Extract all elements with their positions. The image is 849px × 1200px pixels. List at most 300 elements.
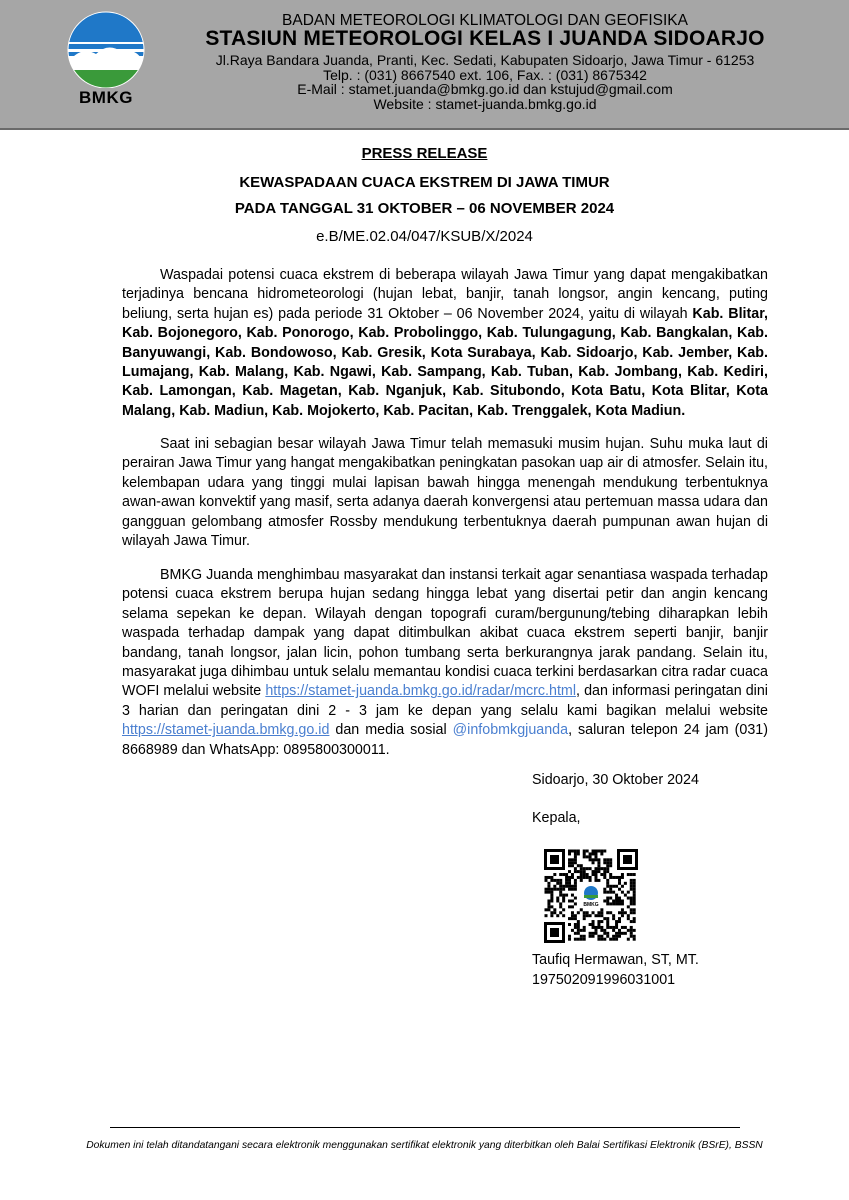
qr-module <box>547 888 550 891</box>
qr-module <box>592 923 595 926</box>
qr-module <box>630 911 633 914</box>
qr-module <box>621 908 624 911</box>
logo-text: BMKG <box>79 88 133 107</box>
qr-module <box>571 876 574 879</box>
qr-module <box>606 864 609 867</box>
qr-module <box>594 855 597 858</box>
qr-module <box>568 888 571 891</box>
qr-module <box>606 867 609 870</box>
qr-module <box>571 861 574 864</box>
qr-module <box>545 891 548 894</box>
reference-number: e.B/ME.02.04/047/KSUB/X/2024 <box>316 228 533 245</box>
qr-module <box>562 894 565 897</box>
paragraph-warning <box>122 266 768 421</box>
qr-module <box>568 917 571 920</box>
qr-module <box>630 879 633 882</box>
qr-module <box>630 897 633 900</box>
qr-module <box>568 852 571 855</box>
qr-module <box>597 938 600 941</box>
qr-module <box>571 850 574 853</box>
qr-module <box>630 882 633 885</box>
qr-module <box>630 902 633 905</box>
qr-module <box>559 888 562 891</box>
qr-module <box>545 914 548 917</box>
qr-module <box>568 938 571 941</box>
qr-module <box>621 902 624 905</box>
qr-module <box>597 867 600 870</box>
qr-module <box>633 873 636 876</box>
paragraph-advisory <box>122 566 768 760</box>
qr-module <box>606 891 609 894</box>
qr-module <box>606 899 609 902</box>
qr-module <box>618 879 621 882</box>
qr-module <box>603 899 606 902</box>
qr-module <box>571 888 574 891</box>
qr-module <box>568 858 571 861</box>
qr-module <box>568 885 571 888</box>
station-email: E-Mail : stamet.juanda@bmkg.go.id dan kstujud@gmail.com <box>297 81 673 97</box>
radar-link[interactable]: https://stamet-juanda.bmkg.go.id/radar/mcrc.html <box>265 683 577 700</box>
qr-module <box>580 908 583 911</box>
qr-module <box>565 885 568 888</box>
qr-module <box>615 894 618 897</box>
qr-module <box>547 885 550 888</box>
qr-module <box>621 911 624 914</box>
qr-module <box>606 911 609 914</box>
qr-module <box>559 885 562 888</box>
qr-module <box>600 938 603 941</box>
qr-module <box>559 905 562 908</box>
qr-module <box>618 911 621 914</box>
qr-module <box>618 897 621 900</box>
qr-module <box>559 891 562 894</box>
qr-module <box>592 852 595 855</box>
qr-module <box>577 923 580 926</box>
qr-module <box>553 911 556 914</box>
qr-module <box>615 938 618 941</box>
qr-module <box>627 905 630 908</box>
qr-module <box>577 932 580 935</box>
qr-module <box>630 873 633 876</box>
qr-module <box>550 879 553 882</box>
qr-module <box>580 938 583 941</box>
qr-module <box>618 917 621 920</box>
qr-module <box>583 911 586 914</box>
qr-module <box>562 908 565 911</box>
qr-module <box>574 882 577 885</box>
qr-module <box>577 911 580 914</box>
qr-module <box>571 914 574 917</box>
qr-module <box>592 870 595 873</box>
qr-module <box>562 899 565 902</box>
qr-module <box>571 894 574 897</box>
qr-module <box>568 905 571 908</box>
qr-module <box>594 870 597 873</box>
advisory-text-d: , saluran telepon 24 jam (031) 8668989 dan WhatsApp: 0895800300011. <box>122 722 768 758</box>
qr-module <box>547 876 550 879</box>
qr-module <box>609 938 612 941</box>
qr-module <box>550 894 553 897</box>
qr-module <box>600 867 603 870</box>
qr-module <box>618 876 621 879</box>
qr-module <box>559 894 562 897</box>
qr-module <box>571 905 574 908</box>
qr-module <box>597 870 600 873</box>
qr-module <box>612 891 615 894</box>
advisory-text-b: , dan informasi peringatan dini 3 harian dan peringatan dini 2 - 3 jam ke depan yang selalu kami bagikan melalui website <box>122 683 768 719</box>
advisory-text-a: BMKG Juanda menghimbau masyarakat dan instansi terkait agar senantiasa waspada terhadap potensi cuaca ekstrem berupa hujan sedang hingga lebat yang disertai petir dan angin kencang selama sepekan ke depan. Wilayah dengan topografi curam/bergunung/tebing diharapkan lebih waspada terhadap dampak yang dapat ditimbulkan akibat cuaca ekstrem seperti banjir, banjir bandang, tanah longsor, jalan licin, pohon tumbang serta berkurangnya jarak pandang. Selain itu, masyarakat juga dihimbau untuk selalu memantau kondisi cuaca terkini berdasarkan citra radar cuaca WOFI melalui website <box>122 567 768 700</box>
warning-intro: Waspadai potensi cuaca ekstrem di beberapa wilayah Jawa Timur yang dapat mengakibatkan terjadinya bencana hidrometeorologi (hujan lebat, banjir, tanah longsor, angin kencang, puting beliung, serta hujan es) pada periode 31 Oktober – 06 November 2024, yaitu di wilayah <box>122 267 768 322</box>
qr-module <box>606 917 609 920</box>
qr-module <box>574 897 577 900</box>
qr-module <box>577 870 580 873</box>
qr-module <box>580 929 583 932</box>
qr-module <box>577 852 580 855</box>
qr-module <box>606 879 609 882</box>
qr-module <box>574 852 577 855</box>
qr-module <box>624 911 627 914</box>
qr-module <box>550 914 553 917</box>
qr-module <box>621 885 624 888</box>
qr-module <box>586 867 589 870</box>
qr-module <box>553 873 556 876</box>
qr-module <box>583 914 586 917</box>
qr-module <box>633 908 636 911</box>
qr-module <box>550 891 553 894</box>
qr-module <box>568 876 571 879</box>
qr-module <box>597 935 600 938</box>
qr-module <box>594 852 597 855</box>
document-title: KEWASPADAAN CUACA EKSTREM DI JAWA TIMUR <box>239 174 610 191</box>
qr-module <box>633 920 636 923</box>
qr-module <box>571 885 574 888</box>
qr-module <box>594 867 597 870</box>
qr-module <box>547 899 550 902</box>
qr-module <box>606 882 609 885</box>
qr-module <box>559 911 562 914</box>
qr-module <box>594 858 597 861</box>
qr-module <box>568 864 571 867</box>
qr-module <box>553 879 556 882</box>
qr-module <box>600 926 603 929</box>
qr-module <box>583 855 586 858</box>
qr-module <box>597 864 600 867</box>
qr-module <box>545 879 548 882</box>
qr-module <box>606 923 609 926</box>
qr-module <box>600 929 603 932</box>
qr-module <box>615 876 618 879</box>
qr-module <box>571 858 574 861</box>
qr-module <box>606 920 609 923</box>
station-website: Website : stamet-juanda.bmkg.go.id <box>373 96 597 112</box>
qr-module <box>562 914 565 917</box>
qr-module <box>589 923 592 926</box>
qr-module <box>615 935 618 938</box>
qr-module <box>580 873 583 876</box>
qr-module <box>630 908 633 911</box>
qr-module <box>568 935 571 938</box>
qr-module <box>633 917 636 920</box>
advisory-text-c: dan media sosial <box>329 722 453 739</box>
qr-module <box>568 850 571 853</box>
qr-module <box>571 873 574 876</box>
qr-module <box>594 914 597 917</box>
qr-module <box>574 858 577 861</box>
qr-module <box>633 879 636 882</box>
qr-finder-top-right <box>617 849 638 870</box>
qr-module <box>586 873 589 876</box>
qr-module <box>568 882 571 885</box>
qr-module <box>600 908 603 911</box>
qr-module <box>600 873 603 876</box>
qr-module <box>589 867 592 870</box>
qr-module <box>594 879 597 882</box>
qr-module <box>586 914 589 917</box>
letterhead <box>0 0 849 130</box>
qr-module <box>568 899 571 902</box>
qr-module <box>583 929 586 932</box>
qr-module <box>586 876 589 879</box>
qr-module <box>577 850 580 853</box>
qr-module <box>600 935 603 938</box>
station-address: Jl.Raya Bandara Juanda, Pranti, Kec. Sedati, Kabupaten Sidoarjo, Jawa Timur - 61253 <box>215 52 755 68</box>
qr-module <box>618 920 621 923</box>
footer-divider <box>110 1127 740 1128</box>
qr-module <box>603 938 606 941</box>
qr-module <box>583 876 586 879</box>
qr-module <box>618 935 621 938</box>
social-handle[interactable]: @infobmkgjuanda <box>452 722 569 739</box>
qr-module <box>597 879 600 882</box>
qr-module <box>597 923 600 926</box>
qr-module <box>565 873 568 876</box>
qr-module <box>609 885 612 888</box>
qr-module <box>609 876 612 879</box>
qr-module <box>624 894 627 897</box>
footer-note: Dokumen ini telah ditandatangani secara elektronik menggunakan sertifikat elektronik yang diterbitkan oleh Balai Sertifikasi Elektronik (BSrE), BSSN <box>86 1140 763 1151</box>
qr-module <box>583 852 586 855</box>
qr-module <box>547 902 550 905</box>
qr-module <box>603 932 606 935</box>
qr-module <box>545 876 548 879</box>
warning-regions: Kab. Blitar, Kab. Bojonegoro, Kab. Ponorogo, Kab. Probolinggo, Kab. Tulungagung, Kab. Bangkalan, Kab. Banyuwangi, Kab. Bondowoso, Kab. Gresik, Kota Surabaya, Kab. Sidoarjo, Kab. Jember, Kab. Lumajang, Kab. Malang, Kab. Ngawi, Kab. Sampang, Kab. Tuban, Kab. Jombang, Kab. Kediri, Kab. Lamongan, Kab. Magetan, Kab. Nganjuk, Kab. Situbondo, Kota Batu, Kota Blitar, Kota Malang, Kab. Madiun, Kab. Mojokerto, Kab. Pacitan, Kab. Trenggalek, Kota Madiun. <box>122 305 768 419</box>
qr-module <box>603 850 606 853</box>
qr-module <box>618 932 621 935</box>
qr-module <box>630 920 633 923</box>
qr-module <box>630 885 633 888</box>
qr-module <box>621 914 624 917</box>
qr-module <box>589 855 592 858</box>
qr-module <box>571 929 574 932</box>
qr-module <box>621 932 624 935</box>
signatory-role: Kepala, <box>532 810 581 826</box>
qr-module <box>603 858 606 861</box>
qr-module <box>615 926 618 929</box>
qr-module <box>583 873 586 876</box>
qr-module <box>574 870 577 873</box>
qr-module <box>624 882 627 885</box>
qr-module <box>586 855 589 858</box>
qr-module <box>627 897 630 900</box>
qr-module <box>574 914 577 917</box>
qr-module <box>606 897 609 900</box>
qr-module <box>630 888 633 891</box>
qr-center-logo <box>579 884 603 908</box>
qr-module <box>612 926 615 929</box>
qr-module <box>597 914 600 917</box>
qr-module <box>589 858 592 861</box>
qr-module <box>547 908 550 911</box>
qr-module <box>606 885 609 888</box>
qr-module <box>630 935 633 938</box>
qr-module <box>589 879 592 882</box>
qr-module <box>574 938 577 941</box>
qr-module <box>633 885 636 888</box>
qr-module <box>586 850 589 853</box>
qr-module <box>574 902 577 905</box>
qr-module <box>583 870 586 873</box>
qr-module <box>577 938 580 941</box>
qr-module <box>609 897 612 900</box>
qr-module <box>612 935 615 938</box>
qr-module <box>568 861 571 864</box>
qr-module <box>562 885 565 888</box>
qr-module <box>571 899 574 902</box>
qr-module <box>612 876 615 879</box>
qr-module <box>630 926 633 929</box>
qr-module <box>603 888 606 891</box>
qr-module <box>621 876 624 879</box>
qr-module <box>597 911 600 914</box>
qr-module <box>621 899 624 902</box>
qr-module <box>565 879 568 882</box>
signatory-name: Taufiq Hermawan, ST, MT. <box>532 952 699 968</box>
qr-module <box>553 888 556 891</box>
qr-module <box>603 861 606 864</box>
qr-module <box>603 891 606 894</box>
qr-module <box>574 885 577 888</box>
qr-module <box>603 870 606 873</box>
qr-module <box>574 917 577 920</box>
signatory-nip: 197502091996031001 <box>532 972 676 988</box>
qr-module <box>594 929 597 932</box>
qr-module <box>594 932 597 935</box>
qr-module <box>627 917 630 920</box>
qr-module <box>592 858 595 861</box>
qr-module <box>609 926 612 929</box>
qr-finder-bottom-left <box>544 922 565 943</box>
qr-module <box>618 902 621 905</box>
qr-module <box>624 932 627 935</box>
qr-module <box>553 908 556 911</box>
qr-module <box>559 873 562 876</box>
qr-module <box>630 932 633 935</box>
qr-module <box>550 899 553 902</box>
qr-module <box>618 888 621 891</box>
qr-module <box>609 911 612 914</box>
qr-module <box>550 888 553 891</box>
qr-module <box>627 929 630 932</box>
qr-module <box>580 864 583 867</box>
qr-module <box>609 902 612 905</box>
agency-name: BADAN METEOROLOGI KLIMATOLOGI DAN GEOFISIKA <box>282 12 688 29</box>
qr-module <box>592 861 595 864</box>
qr-module <box>565 882 568 885</box>
qr-module <box>633 894 636 897</box>
signature-qr-code <box>541 846 641 946</box>
qr-module <box>615 899 618 902</box>
qr-module <box>609 858 612 861</box>
qr-module <box>577 929 580 932</box>
qr-module <box>633 882 636 885</box>
qr-module <box>592 926 595 929</box>
qr-module <box>603 917 606 920</box>
bmkg-emblem-icon <box>56 8 156 88</box>
qr-module <box>609 873 612 876</box>
qr-module <box>606 935 609 938</box>
qr-code-icon <box>541 846 641 946</box>
qr-module <box>618 882 621 885</box>
qr-module <box>580 867 583 870</box>
qr-module <box>559 879 562 882</box>
qr-module <box>597 850 600 853</box>
qr-module <box>606 861 609 864</box>
qr-module <box>583 850 586 853</box>
qr-module <box>597 861 600 864</box>
qr-module <box>550 911 553 914</box>
qr-module <box>627 891 630 894</box>
qr-module <box>606 902 609 905</box>
qr-module <box>574 926 577 929</box>
qr-module <box>547 905 550 908</box>
qr-module <box>556 882 559 885</box>
qr-module <box>589 932 592 935</box>
qr-module <box>615 920 618 923</box>
qr-module <box>594 850 597 853</box>
qr-module <box>633 891 636 894</box>
qr-module <box>612 902 615 905</box>
qr-module <box>580 870 583 873</box>
qr-module <box>583 867 586 870</box>
qr-module <box>574 855 577 858</box>
qr-module <box>559 882 562 885</box>
qr-module <box>618 899 621 902</box>
qr-module <box>597 858 600 861</box>
qr-module <box>556 914 559 917</box>
qr-module <box>583 926 586 929</box>
qr-module <box>574 850 577 853</box>
qr-module <box>580 876 583 879</box>
qr-module <box>568 879 571 882</box>
qr-module <box>556 899 559 902</box>
qr-module <box>600 914 603 917</box>
qr-module <box>545 888 548 891</box>
qr-module <box>621 926 624 929</box>
qr-module <box>550 897 553 900</box>
qr-module <box>621 873 624 876</box>
qr-module <box>547 882 550 885</box>
station-phone: Telp. : (031) 8667540 ext. 106, Fax. : (031) 8675342 <box>323 67 647 83</box>
qr-module <box>571 911 574 914</box>
qr-finder-top-left <box>544 849 565 870</box>
qr-module <box>571 864 574 867</box>
qr-module <box>550 876 553 879</box>
qr-module <box>565 894 568 897</box>
website-link[interactable]: https://stamet-juanda.bmkg.go.id <box>122 722 330 739</box>
qr-module <box>589 876 592 879</box>
document-label: PRESS RELEASE <box>361 145 488 162</box>
qr-module <box>589 935 592 938</box>
